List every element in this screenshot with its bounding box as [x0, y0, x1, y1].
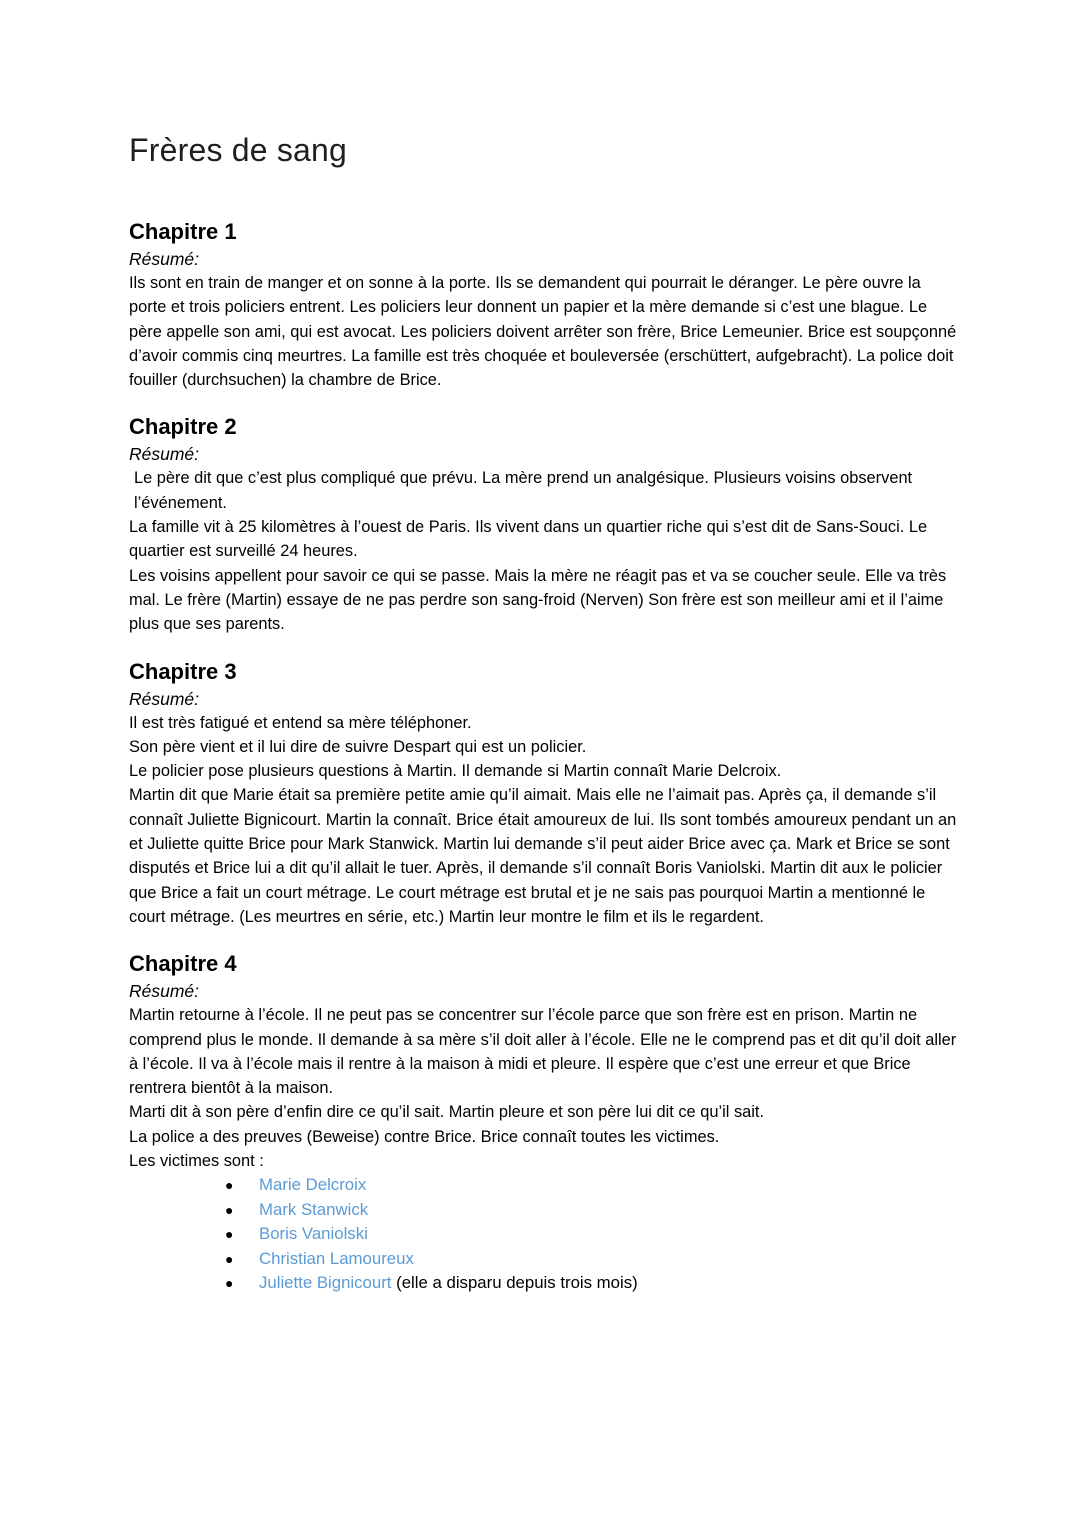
chapter-paragraph: Ils sont en train de manger et on sonne à la porte. Ils se demandent qui pourrait le déranger. Le père ouvre la porte et trois policiers entrent. Les policiers leur donnent un papier et la mère demande si c’est une blague. Le père appelle son ami, qui est avocat. Les policiers doivent arrêter son frère, Brice Lemeunier. Brice est soupçonné d’avoir commis cinq meurtres. La famille est très choquée et bouleversée (erschüttert, aufgebracht). La police doit fouiller (durchsuchen) la chambre de Brice.: [129, 274, 957, 390]
chapter-heading: Chapitre 1: [129, 219, 237, 244]
victims-list: [129, 1173, 959, 1296]
chapter-heading: Chapitre 2: [129, 414, 237, 440]
victim-name: Christian Lamoureux: [259, 1248, 414, 1268]
victim-name: Marie Delcroix: [259, 1175, 367, 1195]
summary-label: Résumé:: [129, 249, 200, 269]
chapter-1: [129, 217, 959, 392]
list-item: [225, 1173, 959, 1198]
document-page: [129, 128, 959, 1296]
chapter-paragraph: Martin dit que Marie était sa première petite amie qu’il aimait. Mais elle ne l’aimait pas. Après ça, il demande s’il connaît Juliette Bignicourt. Martin la connaît. Brice était amoureux de lui. Ils sont tombés amoureux pendant un an et Juliette quitte Brice pour Mark Stanwick. Martin lui demande s’il peut aider Brice avec ça. Mark et Brice se sont disputés et Brice lui a dit qu’il allait le tuer. Après, il demande s’il connaît Boris Vaniolski. Martin dit aux le policier que Brice a fait un court métrage. Le court métrage est brutal et je ne sais pas pourquoi Martin a mentionné le court métrage. (Les meurtres en série, etc.) Martin leur montre le film et ils le regardent.: [129, 786, 957, 926]
document-title: Frères de sang: [129, 132, 348, 168]
victim-name: Mark Stanwick: [259, 1199, 369, 1219]
chapter-2: [129, 412, 959, 636]
chapter-paragraph: Son père vient et il lui dire de suivre Despart qui est un policier.: [129, 737, 587, 756]
chapter-paragraph: Il est très fatigué et entend sa mère téléphoner.: [129, 713, 472, 732]
victim-note: (elle a disparu depuis trois mois): [391, 1273, 638, 1293]
chapter-paragraph: Le père dit que c’est plus compliqué que prévu. La mère prend un analgésique. Plusieurs voisins observent l’événement.: [134, 469, 913, 512]
chapter-4: [129, 949, 959, 1296]
chapter-paragraph: Le policier pose plusieurs questions à Martin. Il demande si Martin connaît Marie Delcroix.: [129, 762, 782, 781]
bullet-icon: ●: [225, 1250, 234, 1267]
summary-label: Résumé:: [129, 688, 200, 709]
chapter-paragraph: Les voisins appellent pour savoir ce qui se passe. Mais la mère ne réagit pas et va se coucher seule. Elle va très mal. Le frère (Martin) essaye de ne pas perdre son sang-froid (Nerven) Son frère est son meilleur ami et il l’aime plus que ses parents.: [129, 566, 947, 634]
victim-name: Boris Vaniolski: [259, 1224, 368, 1244]
chapter-paragraph: Martin retourne à l’école. Il ne peut pas se concentrer sur l’école parce que son frère est en prison. Martin ne comprend plus le monde. Il demande à sa mère s’il doit aller à l’école. Elle ne le comprend pas et dit qu’il doit aller à l’école. Il va à l’école mais il rentre à la maison à midi et pleure. Il espère que c’est une erreur et que Brice rentrera bientôt à la maison.: [129, 1006, 957, 1098]
chapter-paragraph: Marti dit à son père d’enfin dire ce qu’il sait. Martin pleure et son père lui dit ce qu’il sait.: [129, 1103, 765, 1122]
chapter-paragraph: La famille vit à 25 kilomètres à l’ouest de Paris. Ils vivent dans un quartier riche qui s’est dit de Sans-Souci. Le quartier est surveillé 24 heures.: [129, 518, 928, 561]
bullet-icon: ●: [225, 1177, 234, 1194]
chapter-3: [129, 657, 959, 930]
chapter-paragraph: La police a des preuves (Beweise) contre Brice. Brice connaît toutes les victimes.: [129, 1127, 720, 1146]
bullet-icon: ●: [225, 1201, 234, 1218]
bullet-icon: ●: [225, 1275, 234, 1292]
list-item: [225, 1247, 959, 1272]
victim-name: Juliette Bignicourt: [259, 1273, 392, 1293]
chapter-heading: Chapitre 4: [129, 951, 237, 977]
list-item: [225, 1271, 959, 1296]
summary-label: Résumé:: [129, 981, 200, 1002]
summary-label: Résumé:: [129, 444, 200, 465]
bullet-icon: ●: [225, 1226, 234, 1243]
list-item: [225, 1222, 959, 1247]
chapter-heading: Chapitre 3: [129, 658, 237, 684]
list-item: [225, 1198, 959, 1223]
chapter-paragraph: Les victimes sont :: [129, 1152, 264, 1171]
